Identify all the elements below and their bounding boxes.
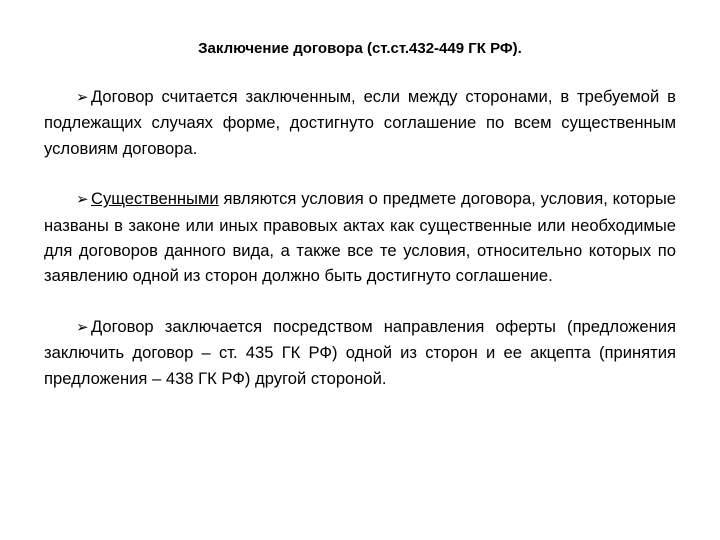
arrow-bullet-icon: ➢ (76, 191, 89, 209)
document-title: Заключение договора (ст.ст.432-449 ГК РФ). (198, 40, 522, 57)
paragraph-offer-acceptance (44, 314, 676, 391)
paragraph-text: являются условия о предмете договора, условия, которые названы в законе или иных правовых актах как существенные или необходимые для договоров данного вида, а также все те условия, относительно которых по заявлению одной из сторон должно быть достигнуто соглашение. (44, 189, 676, 286)
paragraph-contract-concluded (44, 84, 676, 161)
paragraph-text: Договор считается заключенным, если между сторонами, в требуемой в подлежащих случаях форме, достигнуто соглашение по всем существенным условиям договора. (44, 87, 676, 158)
paragraph-text: Договор заключается посредством направления оферты (предложения заключить договор – ст. 435 ГК РФ) одной из сторон и ее акцепта (принятия предложения – 438 ГК РФ) другой стороной. (44, 316, 676, 388)
arrow-bullet-icon: ➢ (76, 318, 89, 336)
document-body (44, 84, 676, 416)
paragraph-essential-terms (44, 186, 676, 289)
arrow-bullet-icon: ➢ (76, 89, 89, 106)
underlined-term: Существенными (91, 189, 219, 209)
